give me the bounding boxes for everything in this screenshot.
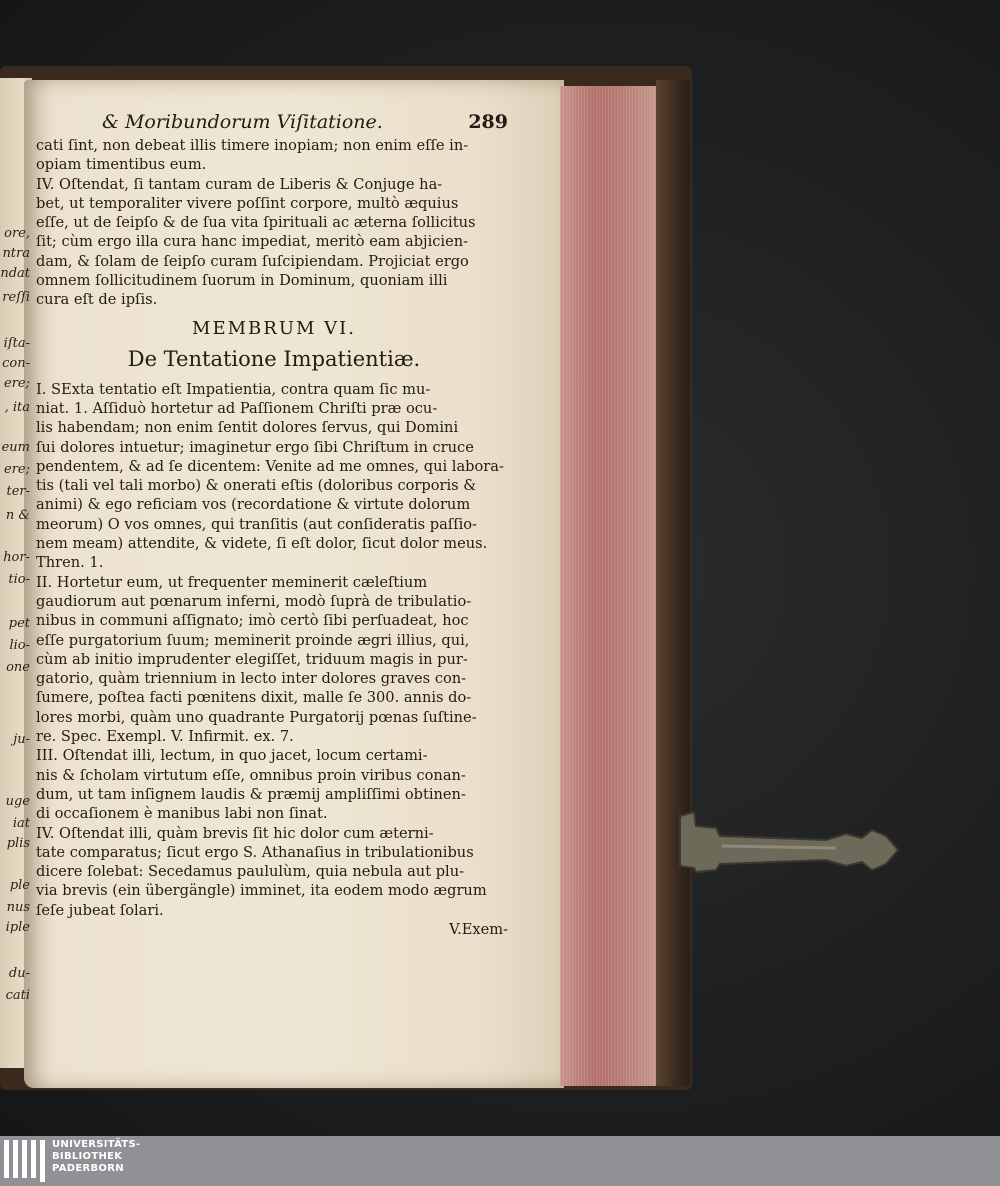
text-line: nis & ſcholam virtutum eſſe, omnibus proin viribus conan- (36, 766, 466, 784)
text-line: cùm ab initio imprudenter elegiſſet, triduum magis in pur- (36, 650, 468, 668)
text-line: IV. Oſtendat, ſi tantam curam de Liberis & Conjuge ha- (36, 175, 443, 193)
text-line: ſumere, poſtea facti pœnitens dixit, malle ſe 300. annis do- (36, 689, 472, 707)
left-page-fragment: uge (5, 794, 30, 809)
text-line: tis (tali vel tali morbo) & onerati eſtis (doloribus corporis & (36, 477, 477, 495)
text-line: pendentem, & ad ſe dicentem: Venite ad me omnes, qui labora- (36, 457, 504, 475)
text-line: dam, & ſolam de ſeipſo curam ſuſcipiendam. Projiciat ergo (36, 252, 469, 270)
left-page-fragment: ere; (4, 462, 30, 477)
running-head (36, 108, 512, 136)
text-line: lores morbi, quàm uno quadrante Purgatorij pœnas ſuſtine- (36, 708, 477, 726)
text-line: III. Oſtendat illi, lectum, in quo jacet, locum certami- (36, 747, 428, 765)
page-text-block (36, 108, 512, 939)
text-line: lis habendam; non enim ſentit dolores ſervus, qui Domini (36, 419, 459, 437)
left-page-fragment: , ita (4, 400, 30, 415)
text-line: I. SExta tentatio eſt Impatientia, contra quam ſic mu- (36, 380, 431, 398)
left-page-fragment: nus (6, 900, 30, 915)
left-page-fragment: iſta- (3, 336, 30, 351)
section-title: De Tentatione Impatientiæ. (127, 346, 421, 371)
text-line: dum, ut tam inſignem laudis & præmij ampliſſimi obtinen- (36, 785, 466, 803)
left-page-fragment: ore, (4, 226, 30, 241)
left-page-fragment: eum (1, 440, 30, 455)
text-line: eſſe purgatorium ſuum; meminerit proinde ægri illius, qui, (36, 631, 470, 649)
left-page-fragment: hor- (3, 550, 30, 565)
text-line: ſui dolores intuetur; imaginetur ergo ſibi Chriſtum in cruce (36, 438, 474, 456)
paragraphs-top (36, 136, 512, 310)
text-line: bet, ut temporaliter vivere poſſint corpore, multò æquius (36, 194, 459, 212)
left-page-fragment: ple (9, 878, 30, 893)
page-number: 289 (468, 111, 508, 133)
text-line: nibus in communi aſſignato; imò certò ſibi perſuadeat, hoc (36, 612, 469, 630)
library-name (52, 1139, 141, 1175)
section-heading: MEMBRUM VI. (192, 317, 356, 339)
library-footer (0, 1136, 1000, 1186)
text-line: nem meam) attendite, & videte, ſi eſt dolor, ſicut dolor meus. (36, 535, 488, 553)
left-page-fragment: con- (2, 356, 30, 371)
left-page-fragment: pet (8, 616, 30, 631)
page-fore-edge (560, 86, 658, 1086)
left-page-fragment: ju- (13, 732, 30, 747)
book-clasp-icon (676, 806, 902, 880)
text-line: ſit; cùm ergo illa cura hanc impediat, meritò eam abjicien- (36, 233, 469, 251)
text-line: dicere ſolebat: Secedamus paululùm, quia nebula aut plu- (36, 863, 465, 881)
text-line: via brevis (ein übergängle) imminet, ita eodem modo ægrum (36, 882, 487, 900)
text-line: omnem ſollicitudinem ſuorum in Dominum, quoniam illi (36, 272, 448, 290)
text-line: re. Spec. Exempl. V. Infirmit. ex. 7. (36, 728, 294, 746)
left-page-fragment: ntra (2, 246, 30, 261)
text-line: cura eſt de ipſis. (36, 291, 158, 309)
text-line: II. Hortetur eum, ut frequenter meminerit cæleſtium (36, 573, 428, 591)
left-page-fragment: iple (5, 920, 30, 935)
library-name-line2: BIBLIOTHEK (52, 1151, 123, 1162)
text-line: IV. Oſtendat illi, quàm brevis ſit hic dolor cum æterni- (36, 824, 434, 842)
catchword: V.Exem- (449, 920, 508, 938)
left-page-fragment: du- (8, 966, 30, 981)
text-line: Thren. 1. (36, 554, 104, 572)
left-page-fragment: iat (12, 816, 30, 831)
left-page-fragment: tio- (8, 572, 30, 587)
left-page-fragment: ere; (4, 376, 30, 391)
text-line: ſeſe jubeat ſolari. (36, 901, 164, 919)
left-page-fragment: lio- (9, 638, 30, 653)
left-page-fragment: ter- (6, 484, 30, 499)
text-line: di occaſionem è manibus labi non ſinat. (36, 805, 328, 823)
cover-edge (656, 80, 690, 1086)
text-line: niat. 1. Aſſiduò hortetur ad Paſſionem Chriſti præ ocu- (36, 399, 438, 417)
paragraphs-body (36, 380, 512, 920)
library-name-line1: UNIVERSITÄTS- (52, 1139, 141, 1150)
left-page-fragment: one (6, 660, 30, 675)
text-line: gatorio, quàm triennium in lecto inter dolores graves con- (36, 670, 467, 688)
left-page-fragment: cati (5, 988, 30, 1003)
text-line: meorum) O vos omnes, qui tranſitis (aut conſideratis paſſio- (36, 515, 477, 533)
left-page-fragment: ndat (0, 266, 30, 281)
left-page-fragment: n & (5, 508, 30, 523)
left-page-fragment: plis (6, 836, 30, 851)
text-line: animi) & ego reficiam vos (recordatione & virtute dolorum (36, 496, 471, 514)
text-line: opiam timentibus eum. (36, 156, 207, 174)
text-line: cati ſint, non debeat illis timere inopiam; non enim eſſe in- (36, 137, 469, 154)
text-line: gaudiorum aut pœnarum inferni, modò ſuprà de tribulatio- (36, 592, 472, 610)
running-head-title: & Moribundorum Viſitatione. (102, 111, 383, 133)
library-name-line3: PADERBORN (52, 1163, 124, 1174)
text-line: tate comparatus; ſicut ergo S. Athanaſius in tribulationibus (36, 843, 474, 861)
text-line: eſſe, ut de ſeipſo & de ſua vita ſpirituali ac æterna ſollicitus (36, 214, 476, 232)
library-logo-icon (4, 1140, 46, 1182)
left-page-fragment: reſſi (2, 290, 30, 305)
